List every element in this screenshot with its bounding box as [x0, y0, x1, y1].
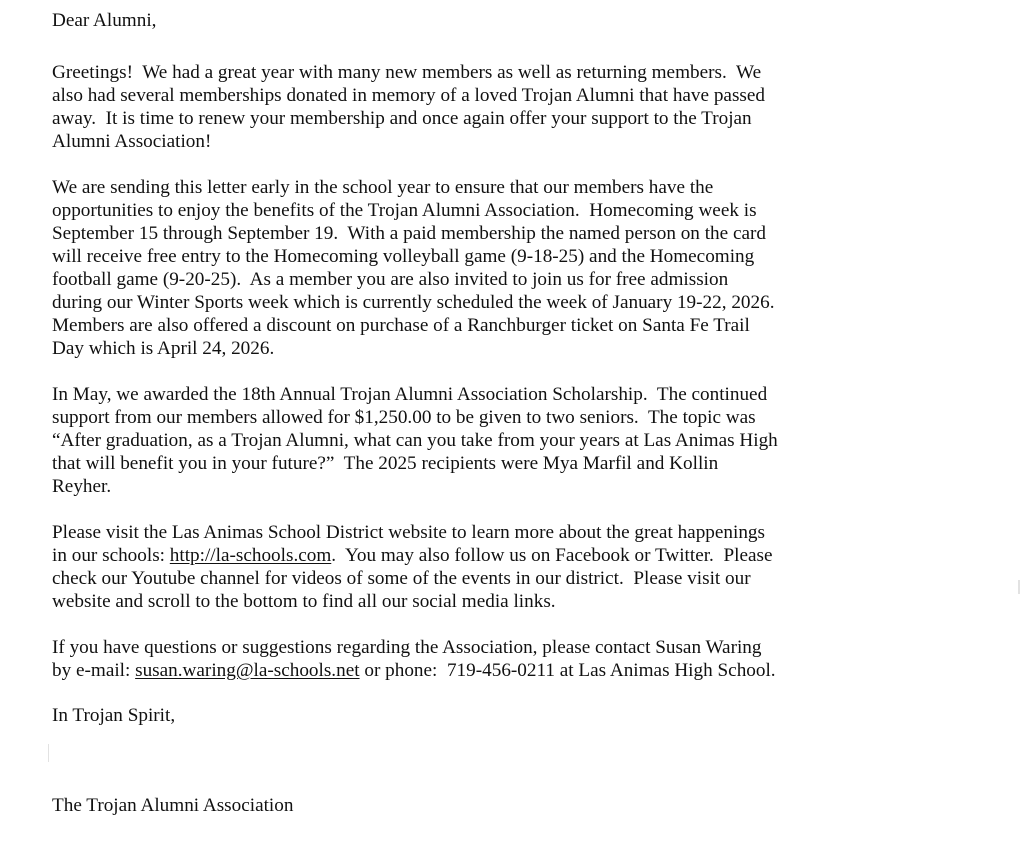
text-line: will receive free entry to the Homecoming volleyball game (9-18-25) and the Homecoming [52, 246, 755, 267]
text-line: away. It is time to renew your membership and once again offer your support to the Trojan [52, 108, 752, 129]
email-link[interactable]: susan.waring@la-schools.net [135, 660, 360, 681]
text-line: check our Youtube channel for videos of some of the events in our district. Please visit our [52, 568, 751, 589]
text-line: during our Winter Sports week which is currently scheduled the week of January 19-22, 2026. [52, 292, 775, 313]
scan-artifact [48, 744, 49, 762]
text-segment: . You may also follow us on Facebook or Twitter. Please [331, 545, 773, 566]
text-line: opportunities to enjoy the benefits of the Trojan Alumni Association. Homecoming week is [52, 200, 757, 221]
website-link[interactable]: http://la-schools.com [169, 545, 332, 566]
text-line: also had several memberships donated in memory of a loved Trojan Alumni that have passed [52, 85, 765, 106]
text-line [52, 545, 772, 568]
text-segment: by e-mail: [52, 660, 136, 681]
text-line: Day which is April 24, 2026. [52, 338, 275, 359]
closing: In Trojan Spirit, [52, 705, 176, 726]
text-line: Reyher. [52, 476, 112, 497]
text-line: Greetings! We had a great year with many new members as well as returning members. We [52, 62, 762, 83]
text-line: Members are also offered a discount on purchase of a Ranchburger ticket on Santa Fe Trail [52, 315, 750, 336]
text-line: website and scroll to the bottom to find all our social media links. [52, 591, 556, 612]
text-line: Please visit the Las Animas School District website to learn more about the great happenings [52, 522, 765, 543]
text-line: Alumni Association! [52, 131, 212, 152]
text-line: that will benefit you in your future?” The 2025 recipients were Mya Marfil and Kollin [52, 453, 719, 474]
signature: The Trojan Alumni Association [52, 795, 294, 816]
text-line: If you have questions or suggestions regarding the Association, please contact Susan Waring [52, 637, 762, 658]
scan-artifact [1018, 580, 1020, 594]
text-segment: or phone: 719-456-0211 at Las Animas High School. [359, 660, 776, 681]
text-line: In May, we awarded the 18th Annual Trojan Alumni Association Scholarship. The continued [52, 384, 768, 405]
text-line: “After graduation, as a Trojan Alumni, what can you take from your years at Las Animas High [52, 430, 778, 451]
text-segment: in our schools: [52, 545, 170, 566]
text-line: football game (9-20-25). As a member you are also invited to join us for free admission [52, 269, 729, 290]
text-line: support from our members allowed for $1,250.00 to be given to two seniors. The topic was [52, 407, 756, 428]
text-line: We are sending this letter early in the school year to ensure that our members have the [52, 177, 714, 198]
text-line [52, 660, 776, 683]
text-line: September 15 through September 19. With a paid membership the named person on the card [52, 223, 766, 244]
salutation: Dear Alumni, [52, 10, 157, 31]
